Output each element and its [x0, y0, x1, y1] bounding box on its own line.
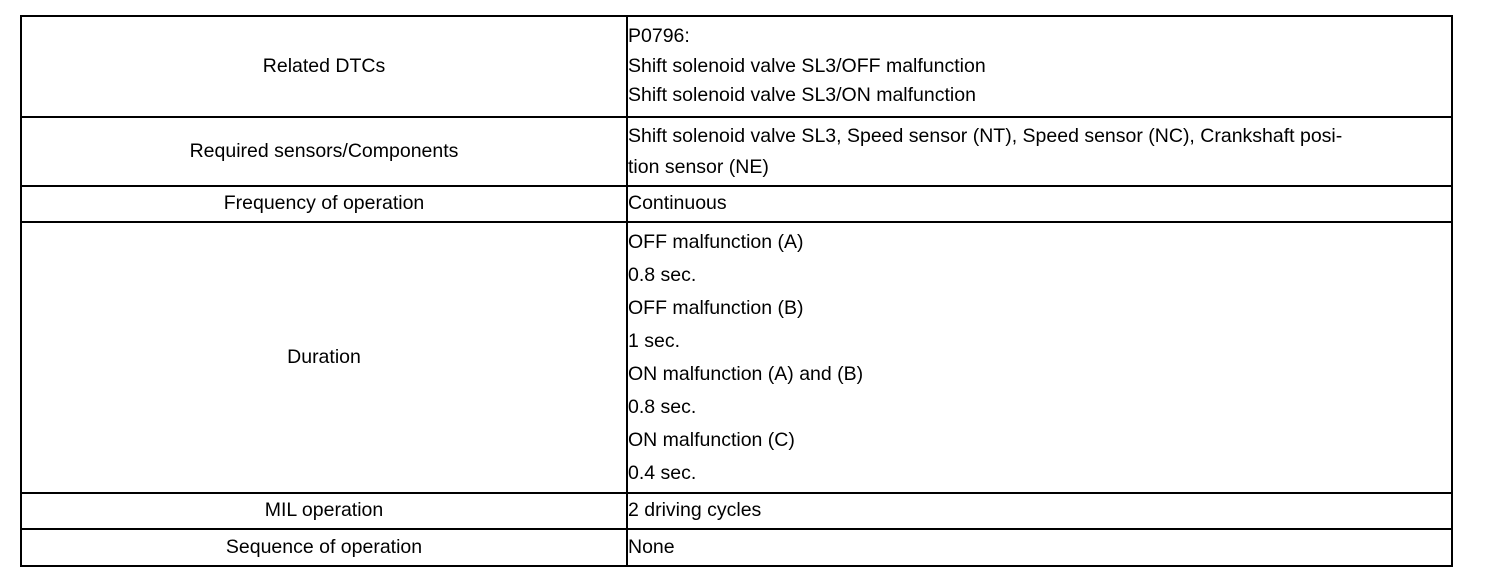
value-line: OFF malfunction (A): [628, 230, 804, 253]
value-line: Continuous: [628, 192, 727, 215]
row-label: MIL operation: [21, 493, 627, 529]
row-value: [627, 493, 1452, 529]
value-line: 1 sec.: [628, 329, 681, 352]
row-label: Frequency of operation: [21, 186, 627, 222]
value-line: OFF malfunction (B): [628, 296, 804, 319]
value-line: 0.4 sec.: [628, 461, 697, 484]
table-row-required-sensors: [21, 117, 1452, 186]
row-value: [627, 186, 1452, 222]
value-line: P0796:: [628, 25, 690, 48]
value-line: Shift solenoid valve SL3, Speed sensor (NT), Speed sensor (NC), Crankshaft posi-: [628, 124, 1343, 147]
row-label: Required sensors/Components: [21, 117, 627, 186]
value-line: 0.8 sec.: [628, 395, 697, 418]
table-row-mil-operation: [21, 493, 1452, 529]
row-label: Sequence of operation: [21, 529, 627, 566]
table-row-duration: [21, 222, 1452, 493]
value-line: tion sensor (NE): [628, 155, 769, 178]
table-row-frequency: [21, 186, 1452, 222]
value-line: None: [628, 535, 675, 558]
row-value: [627, 222, 1452, 493]
value-line: 2 driving cycles: [628, 499, 762, 522]
row-label: Related DTCs: [21, 16, 627, 117]
row-value: [627, 16, 1452, 117]
value-line: 0.8 sec.: [628, 263, 697, 286]
value-line: ON malfunction (A) and (B): [628, 362, 864, 385]
value-line: Shift solenoid valve SL3/ON malfunction: [628, 84, 976, 107]
monitor-spec-table: [20, 15, 1453, 567]
table-row-sequence: [21, 529, 1452, 566]
value-line: Shift solenoid valve SL3/OFF malfunction: [628, 54, 986, 77]
table-row-related-dtcs: [21, 16, 1452, 117]
row-value: [627, 117, 1452, 186]
row-value: [627, 529, 1452, 566]
row-label: Duration: [21, 222, 627, 493]
value-line: ON malfunction (C): [628, 428, 795, 451]
